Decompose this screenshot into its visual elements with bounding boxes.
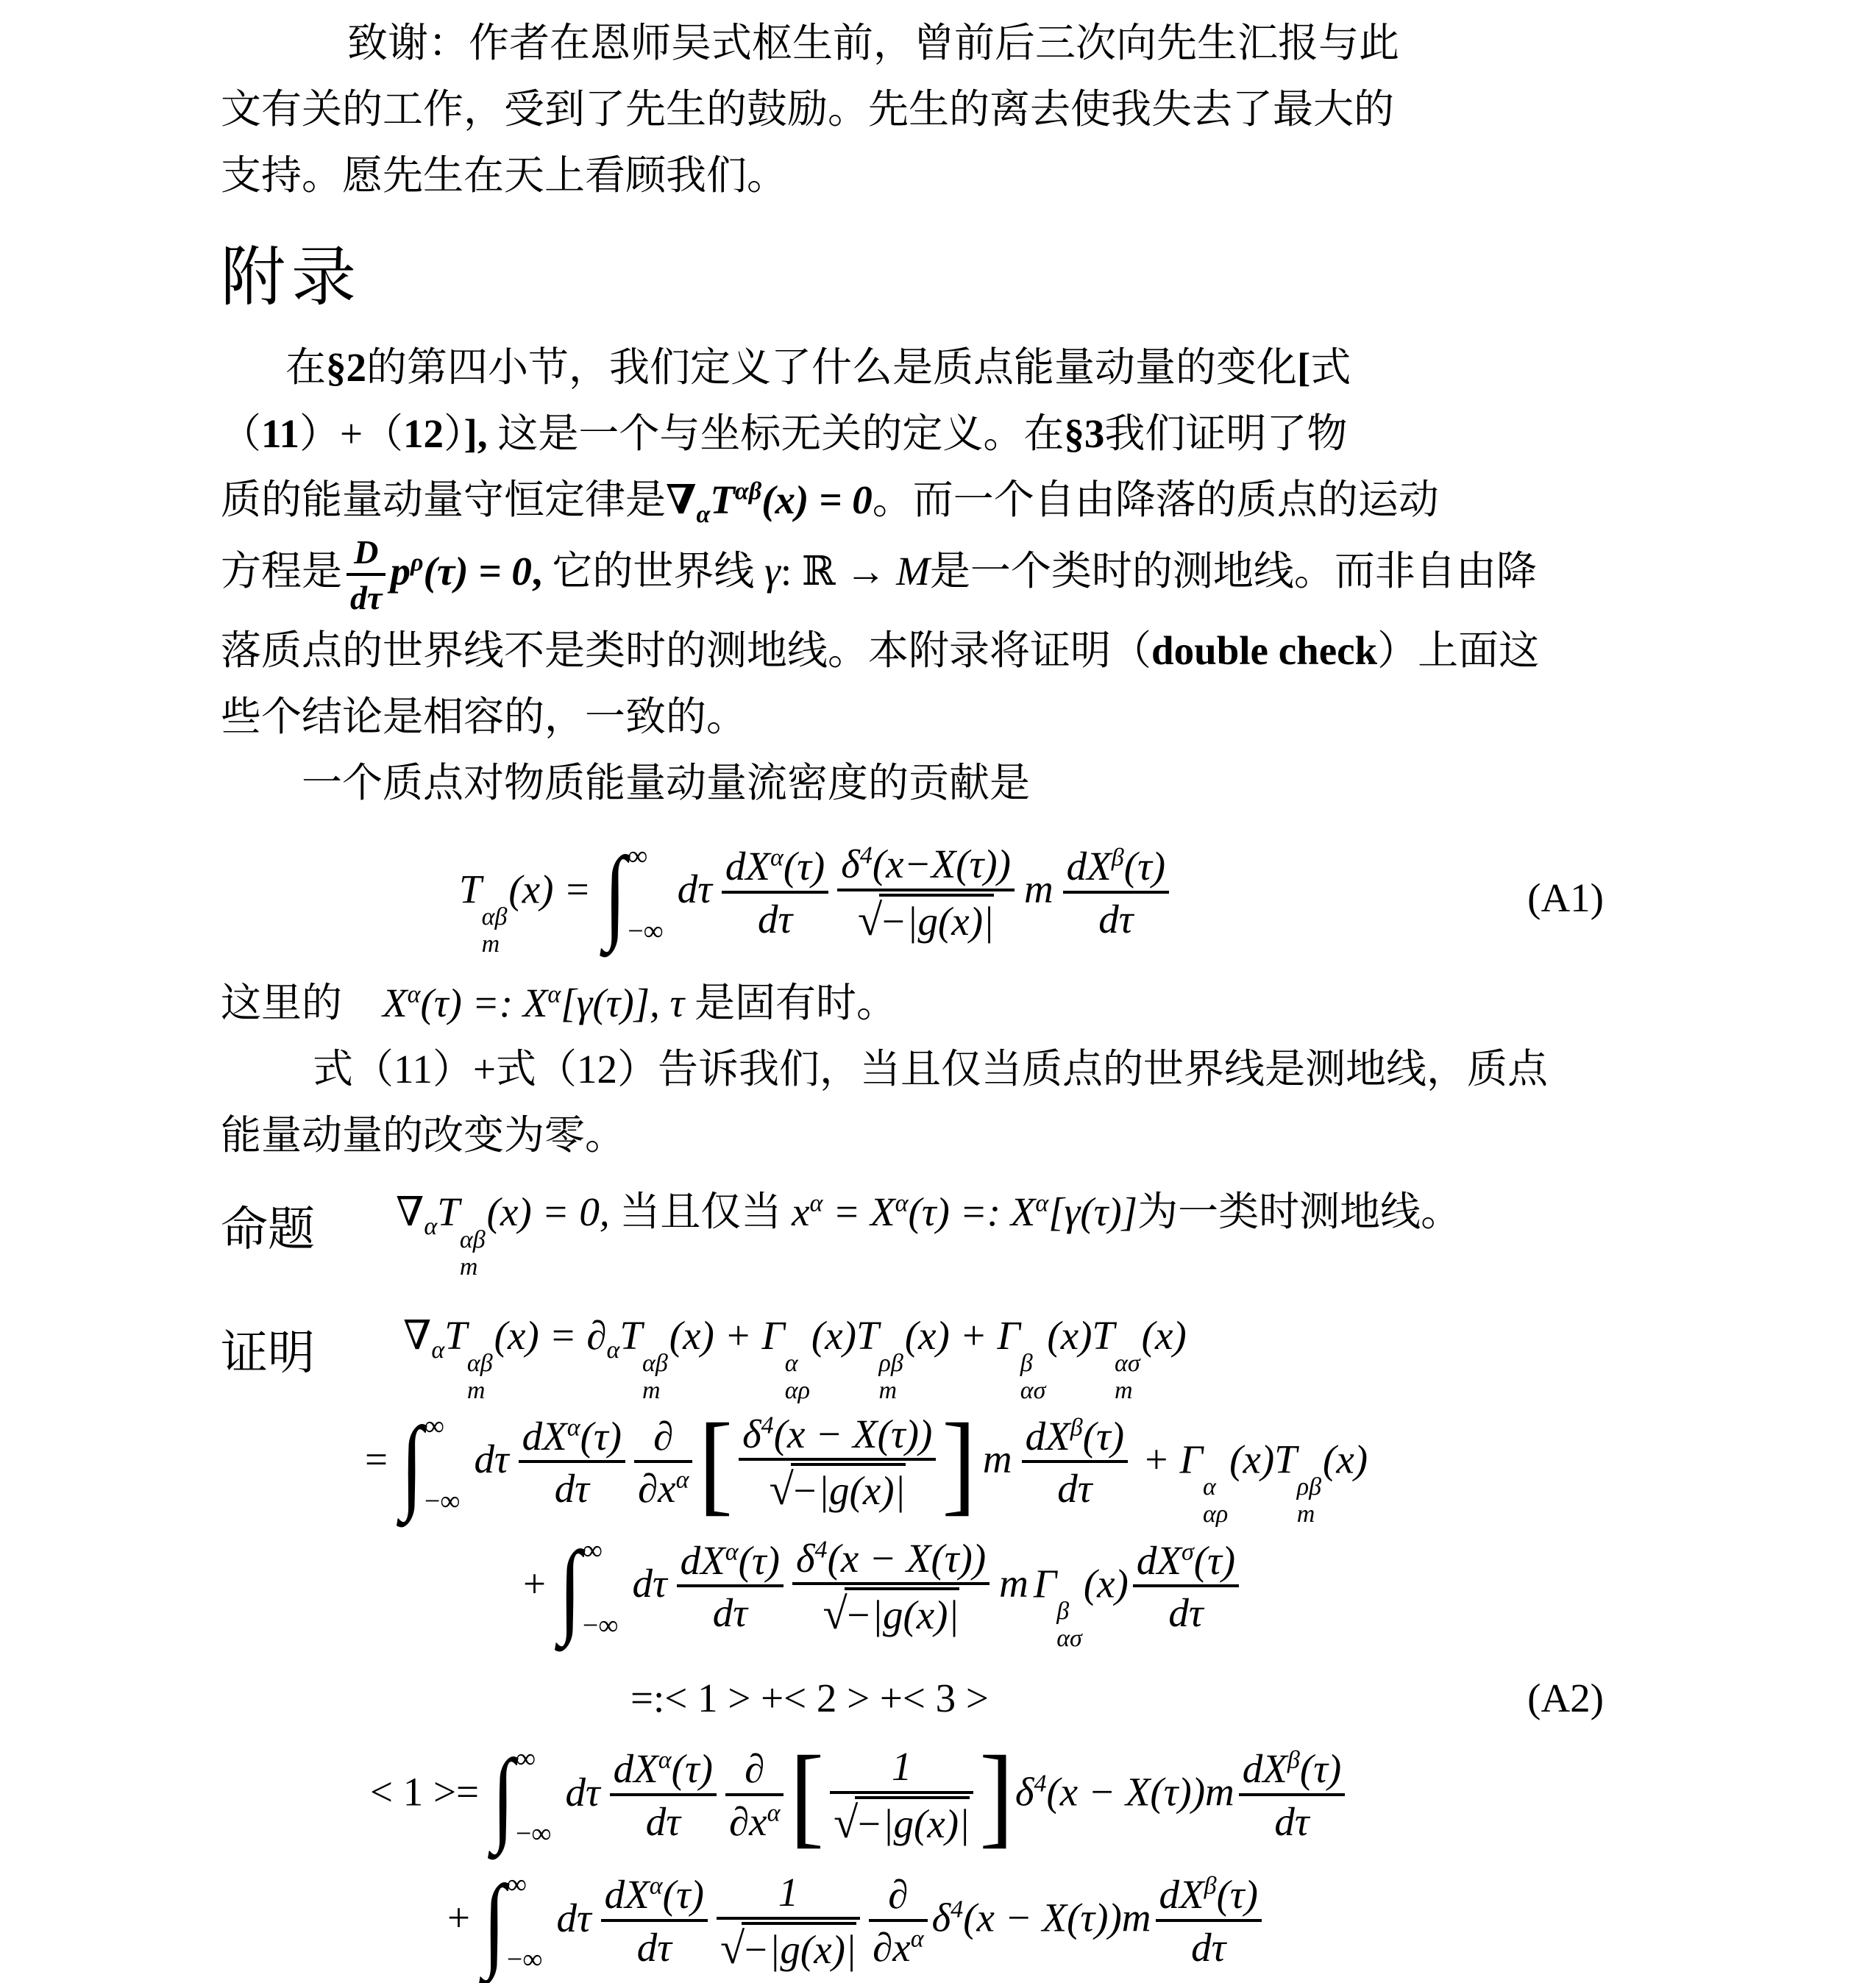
proof-line-5: + ∫ ∞ −∞ dτ $dX^\alpha(\tau)$ dτ $\frac{1}{√-|g(x)|}$ ∂ $\partial x^\alpha$ $\delta^4(x - X(\tau))m$ $dX^\beta(\tau)$ dτ xyxy=(447,1867,1266,1977)
proof-label: 证明 xyxy=(221,1327,315,1380)
eq11-12-paragraph xyxy=(221,1036,1663,1169)
proof-line-3: + ∫ ∞ −∞ dτ $dX^\alpha(\tau)$ dτ $\frac{\delta^4(x - X(\tau))}{√-|g(x)|}$ m Γ β ασ (x) $dX^\sigma(\tau)$ dτ xyxy=(523,1533,1243,1653)
acknowledgement-line: 支持。愿先生在天上看顾我们。 xyxy=(221,153,788,198)
equation-a2-row xyxy=(221,1665,1663,1731)
intro-line: （11）+（12）], 这是一个与坐标无关的定义。在§3我们证明了物 xyxy=(221,411,1348,456)
proof-row xyxy=(221,1303,1663,1404)
intro-line: 质的能量动量守恒定律是$\nabla_\alpha T^{\alpha\beta}(x) = 0$。而一个自由降落的质点的运动 xyxy=(221,477,1439,528)
equation-label-a2: (A2) xyxy=(1527,1675,1604,1720)
proof-line-2: = ∫ ∞ −∞ dτ $dX^\alpha(\tau)$ dτ ∂ $\partial x^\alpha$ [ $\frac{\delta^4(x - X(\tau))}{√-|g(x)|}$ ] m $dX^\beta(\tau)$ dτ + Γ α αρ (x)T ρβ m (x) xyxy=(365,1400,1368,1528)
intro-line: 方程是 $\frac{D}{d\tau}$ $p^\rho(\tau) = 0$, 它的世界线 γ: ℝ → M是一个类时的测地线。而非自由降 xyxy=(221,533,1663,618)
intro-line: 在§2的第四小节，我们定义了什么是质点能量动量的变化[式 xyxy=(285,345,1351,390)
acknowledgement-line: 文有关的工作，受到了先生的鼓励。先生的离去使我失去了最大的 xyxy=(221,87,1395,132)
proposition-statement: $\nabla_\alpha T$ αβ m (x) = 0, 当且仅当 $x^\alpha = X^\alpha(\tau)$ =: $X^\alpha[\gamma(\tau)]$为一类时测地线。 xyxy=(396,1189,1462,1281)
proposition-label: 命题 xyxy=(221,1203,315,1256)
proposition-row xyxy=(221,1179,1663,1281)
proof-line-3-row xyxy=(221,1529,1663,1653)
equation-a1-row xyxy=(221,834,1663,963)
intro-line: 落质点的世界线不是类时的测地线。本附录将证明（double check）上面这 xyxy=(221,627,1540,673)
contribution-line: 一个质点对物质能量动量流密度的贡献是 xyxy=(302,760,1031,805)
proper-time-note-line: 这里的 $X^\alpha(\tau)$ =: $X^\alpha[\gamma(\tau)]$, τ 是固有时。 xyxy=(221,980,897,1025)
appendix-heading: 附录 xyxy=(221,243,363,314)
intro-line: 些个结论是相容的，一致的。 xyxy=(221,694,747,739)
equation-a1: T αβ m (x) = ∫ ∞ −∞ dτ $dX^\alpha(\tau)$ dτ $\frac{\delta^4(x-X(\tau))}{√-|g(x)|}$ m $dX^\beta(\tau)$ dτ xyxy=(459,839,1173,958)
proof-line-5-row xyxy=(221,1862,1663,1983)
proof-line-4-row xyxy=(221,1733,1663,1859)
eq11-12-line: 式（11）+式（12）告诉我们，当且仅当质点的世界线是测地线，质点 xyxy=(313,1046,1548,1092)
eq11-12-line: 能量动量的改变为零。 xyxy=(221,1112,626,1158)
intro-paragraph xyxy=(221,335,1663,750)
acknowledgement-paragraph xyxy=(221,10,1663,209)
equation-a2: =:< 1 > +< 2 > +< 3 > xyxy=(630,1675,989,1720)
proof-line-1: $\nabla_\alpha T$ αβ m $(x) = \partial_\alpha T$ αβ m (x) + Γ α αρ (x)T ρβ m (x) + Γ β ασ (x)T ασ m (x) xyxy=(403,1313,1187,1404)
proof-line-4: < 1 >= ∫ ∞ −∞ dτ $dX^\alpha(\tau)$ dτ ∂ $\partial x^\alpha$ [ $\frac{1}{√-|g(x)|}$ ]$\delta^4(x - X(\tau))m$ $dX^\beta(\tau)$ dτ xyxy=(370,1741,1349,1851)
equation-label-a1: (A1) xyxy=(1527,875,1604,921)
proof-line-2-row xyxy=(221,1400,1663,1529)
acknowledgement-line: 致谢：作者在恩师吴式枢生前，曾前后三次向先生汇报与此 xyxy=(347,21,1400,65)
